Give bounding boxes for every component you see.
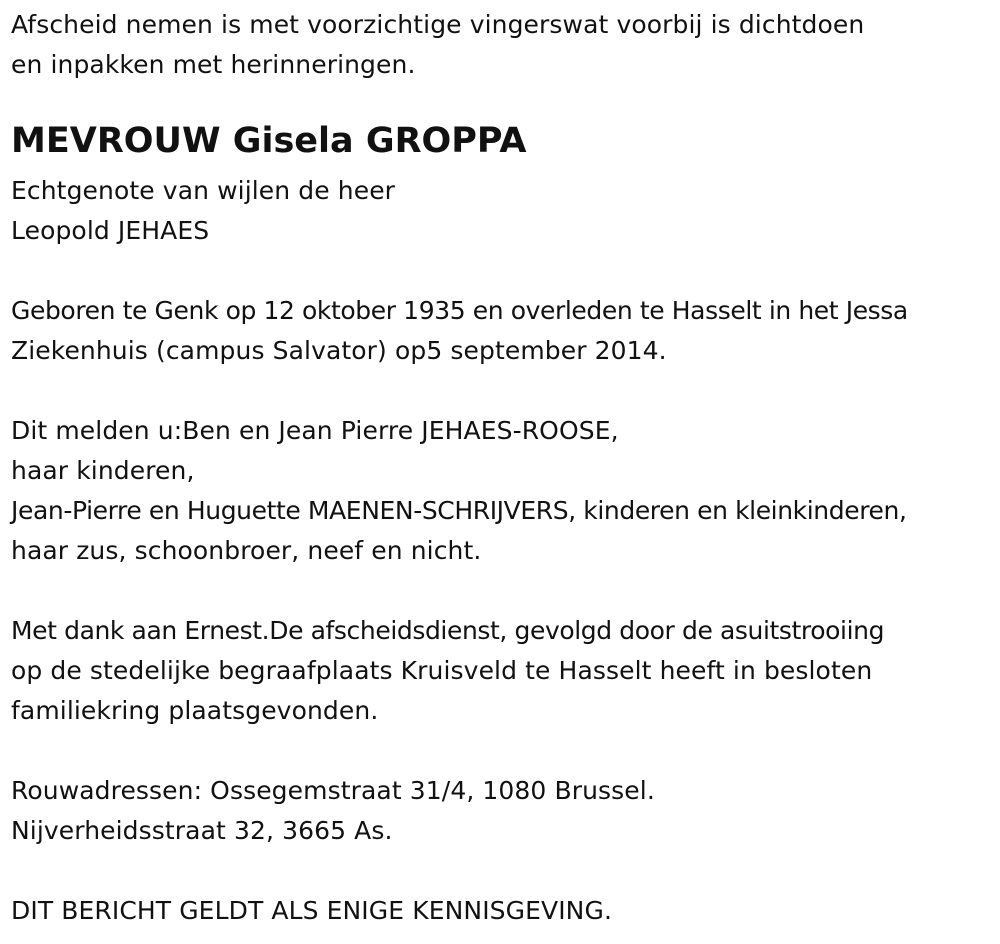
spacer [11, 251, 996, 291]
motto [11, 5, 996, 85]
birth-death-line-1: Geboren te Genk op 12 oktober 1935 en overleden te Hasselt in het Jessa [11, 296, 908, 325]
announcers [11, 411, 996, 571]
announcers-line-1: Dit melden u:Ben en Jean Pierre JEHAES-ROOSE, [11, 416, 619, 445]
birth-death-line-2: Ziekenhuis (campus Salvator) op5 september 2014. [11, 336, 667, 365]
deceased-name: MEVROUW Gisela GROPPA [11, 121, 527, 161]
spouse-line-2: Leopold JEHAES [11, 216, 210, 245]
spacer [11, 731, 996, 771]
address-line-1: Rouwadressen: Ossegemstraat 31/4, 1080 Brussel. [11, 776, 655, 805]
announcers-line-4: haar zus, schoonbroer, neef en nicht. [11, 536, 482, 565]
birth-death-info [11, 291, 996, 371]
thanks-line-1: Met dank aan Ernest.De afscheidsdienst, gevolgd door de asuitstrooiing [11, 616, 885, 645]
spacer [11, 851, 996, 891]
spacer [11, 371, 996, 411]
announcers-line-3: Jean-Pierre en Huguette MAENEN-SCHRIJVERS, kinderen en kleinkinderen, [11, 496, 907, 525]
spouse-line-1: Echtgenote van wijlen de heer [11, 176, 396, 205]
spacer [11, 571, 996, 611]
thanks-service [11, 611, 996, 731]
address-line-2: Nijverheidsstraat 32, 3665 As. [11, 816, 393, 845]
addresses [11, 771, 996, 851]
motto-line-1: Afscheid nemen is met voorzichtige vingerswat voorbij is dichtdoen [11, 10, 865, 39]
closing-statement: DIT BERICHT GELDT ALS ENIGE KENNISGEVING. [11, 896, 612, 925]
thanks-line-2: op de stedelijke begraafplaats Kruisveld te Hasselt heeft in besloten [11, 656, 873, 685]
announcers-line-2: haar kinderen, [11, 456, 195, 485]
spouse-info [11, 171, 996, 251]
motto-line-2: en inpakken met herinneringen. [11, 50, 416, 79]
thanks-line-3: familiekring plaatsgevonden. [11, 696, 379, 725]
death-notice [11, 5, 996, 931]
